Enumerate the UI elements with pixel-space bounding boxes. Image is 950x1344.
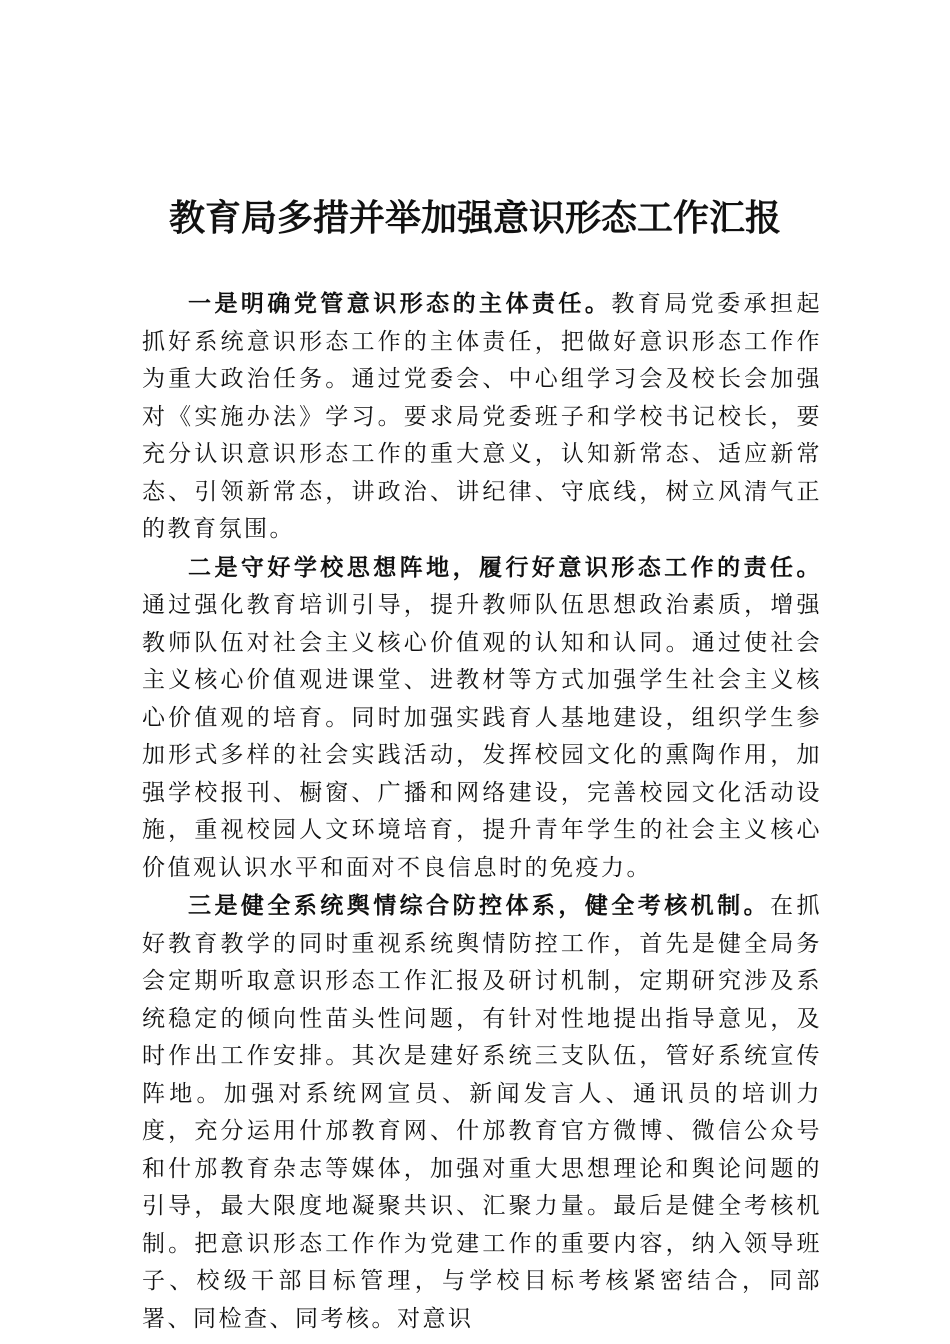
paragraph-3 (142, 887, 822, 1338)
paragraph-3-lead: 三是健全系统舆情综合防控体系，健全考核机制。 (188, 892, 771, 919)
paragraph-2-lead: 二是守好学校思想阵地，履行好意识形态工作的责任。 (188, 553, 822, 581)
paragraph-2-text: 通过强化教育培训引导，提升教师队伍思想政治素质，增强教师队伍对社会主义核心价值观的认知和认同。通过使社会主义核心价值观进课堂、进教材等方式加强学生社会主义核心价值观的培育。同时加强实践育人基地建设，组织学生参加形式多样的社会实践活动，发挥校园文化的熏陶作用，加强学校报刊、橱窗、广播和网络建设，完善校园文化活动设施，重视校园人文环境培育，提升青年学生的社会主义核心价值观认识水平和面对不良信息时的免疫力。 (142, 592, 822, 881)
paragraph-2 (142, 549, 822, 888)
paragraph-1-text: 教育局党委承担起抓好系统意识形态工作的主体责任，把做好意识形态工作作为重大政治任务。通过党委会、中心组学习会及校长会加强对《实施办法》学习。要求局党委班子和学校书记校长，要充分认识意识形态工作的重大意义，认知新常态、适应新常态、引领新常态，讲政治、讲纪律、守底线，树立风清气正的教育氛围。 (142, 291, 823, 542)
document-title: 教育局多措并举加强意识形态工作汇报 (168, 197, 781, 239)
paragraph-3-text: 在抓好教育教学的同时重视系统舆情防控工作，首先是健全局务会定期听取意识形态工作汇报及研讨机制，定期研究涉及系统稳定的倾向性苗头性问题，有针对性地提出指导意见，及时作出工作安排。其次是建好系统三支队伍，管好系统宣传阵地。加强对系统网宣员、新闻发言人、通讯员的培训力度，充分运用什邡教育网、什邡教育官方微博、微信公众号和什邡教育杂志等媒体，加强对重大思想理论和舆论问题的引导，最大限度地凝聚共识、汇聚力量。最后是健全考核机制。把意识形态工作作为党建工作的重要内容，纳入领导班子、校级干部目标管理，与学校目标考核紧密结合，同部署、同检查、同考核。对意识 (142, 893, 823, 1332)
paragraph-1 (142, 285, 822, 549)
document-body (142, 285, 822, 1338)
paragraph-1-lead: 一是明确党管意识形态的主体责任。 (188, 290, 612, 317)
